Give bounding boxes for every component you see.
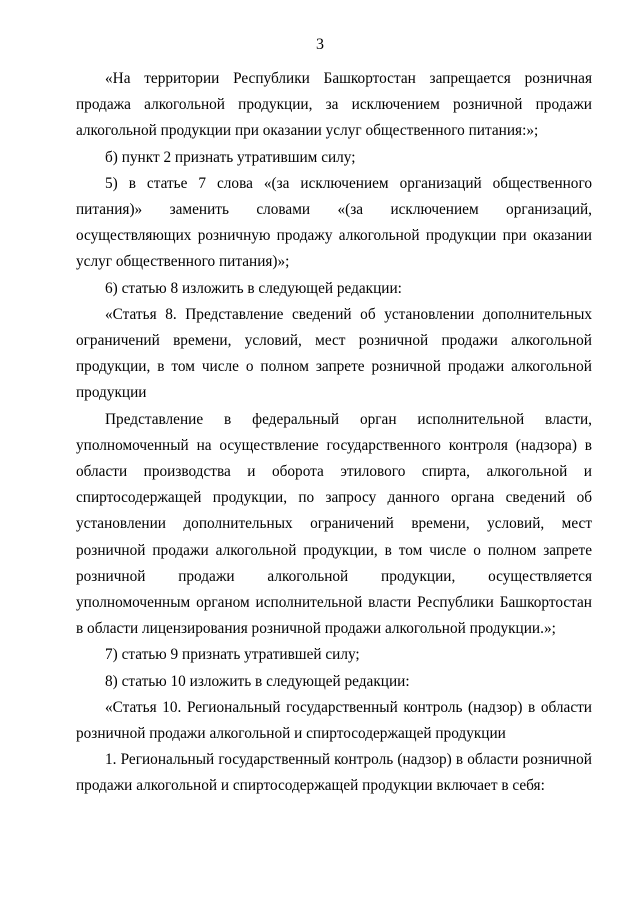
paragraph-article-10-point-1: 1. Региональный государственный контроль (надзор) в области розничной продажи алкогольной и спиртосодержащей продукции включает в себя: (76, 751, 592, 795)
page-number: 3 (316, 36, 324, 53)
paragraph-item-6: 6) статью 8 изложить в следующей редакции: (105, 279, 402, 297)
paragraph-item-8: 8) статью 10 изложить в следующей редакции: (105, 672, 410, 690)
paragraph-prohibition-clause: «На территории Республики Башкортостан запрещается розничная продажа алкогольной продукции, за исключением розничной продажи алкогольной продукции при оказании услуг общественного питания:»; (76, 70, 592, 140)
paragraph-item-b: б) пункт 2 признать утратившим силу; (105, 148, 356, 166)
paragraph-item-7: 7) статью 9 признать утратившей силу; (105, 646, 360, 664)
document-body (76, 66, 592, 800)
paragraph-item-5: 5) в статье 7 слова «(за исключением организаций общественного питания)» заменить словами «(за исключением организаций, осуществляющих розничную продажу алкогольной продукции при оказании услуг общественного питания)»; (76, 174, 592, 271)
paragraph-article-10-title: «Статья 10. Региональный государственный контроль (надзор) в области розничной продажи алкогольной и спиртосодержащей продукции (76, 698, 592, 743)
paragraph-article-8-title: «Статья 8. Представление сведений об установлении дополнительных ограничений времени, условий, мест розничной продажи алкогольной продукции, в том числе о полном запрете розничной продажи алкогольной продукции (76, 305, 592, 402)
paragraph-article-8-body: Представление в федеральный орган исполнительной власти, уполномоченный на осуществление государственного контроля (надзора) в области производства и оборота этилового спирта, алкогольной и спиртосодержащей продукции, по запросу данного органа сведений об установлении дополнительных ограничений времени, условий, мест розничной продажи алкогольной продукции, в том числе о полном запрете розничной продажи алкогольной продукции, осуществляется уполномоченным органом исполнительной власти Республики Башкортостан в области лицензирования розничной продажи алкогольной продукции.»; (76, 410, 592, 638)
